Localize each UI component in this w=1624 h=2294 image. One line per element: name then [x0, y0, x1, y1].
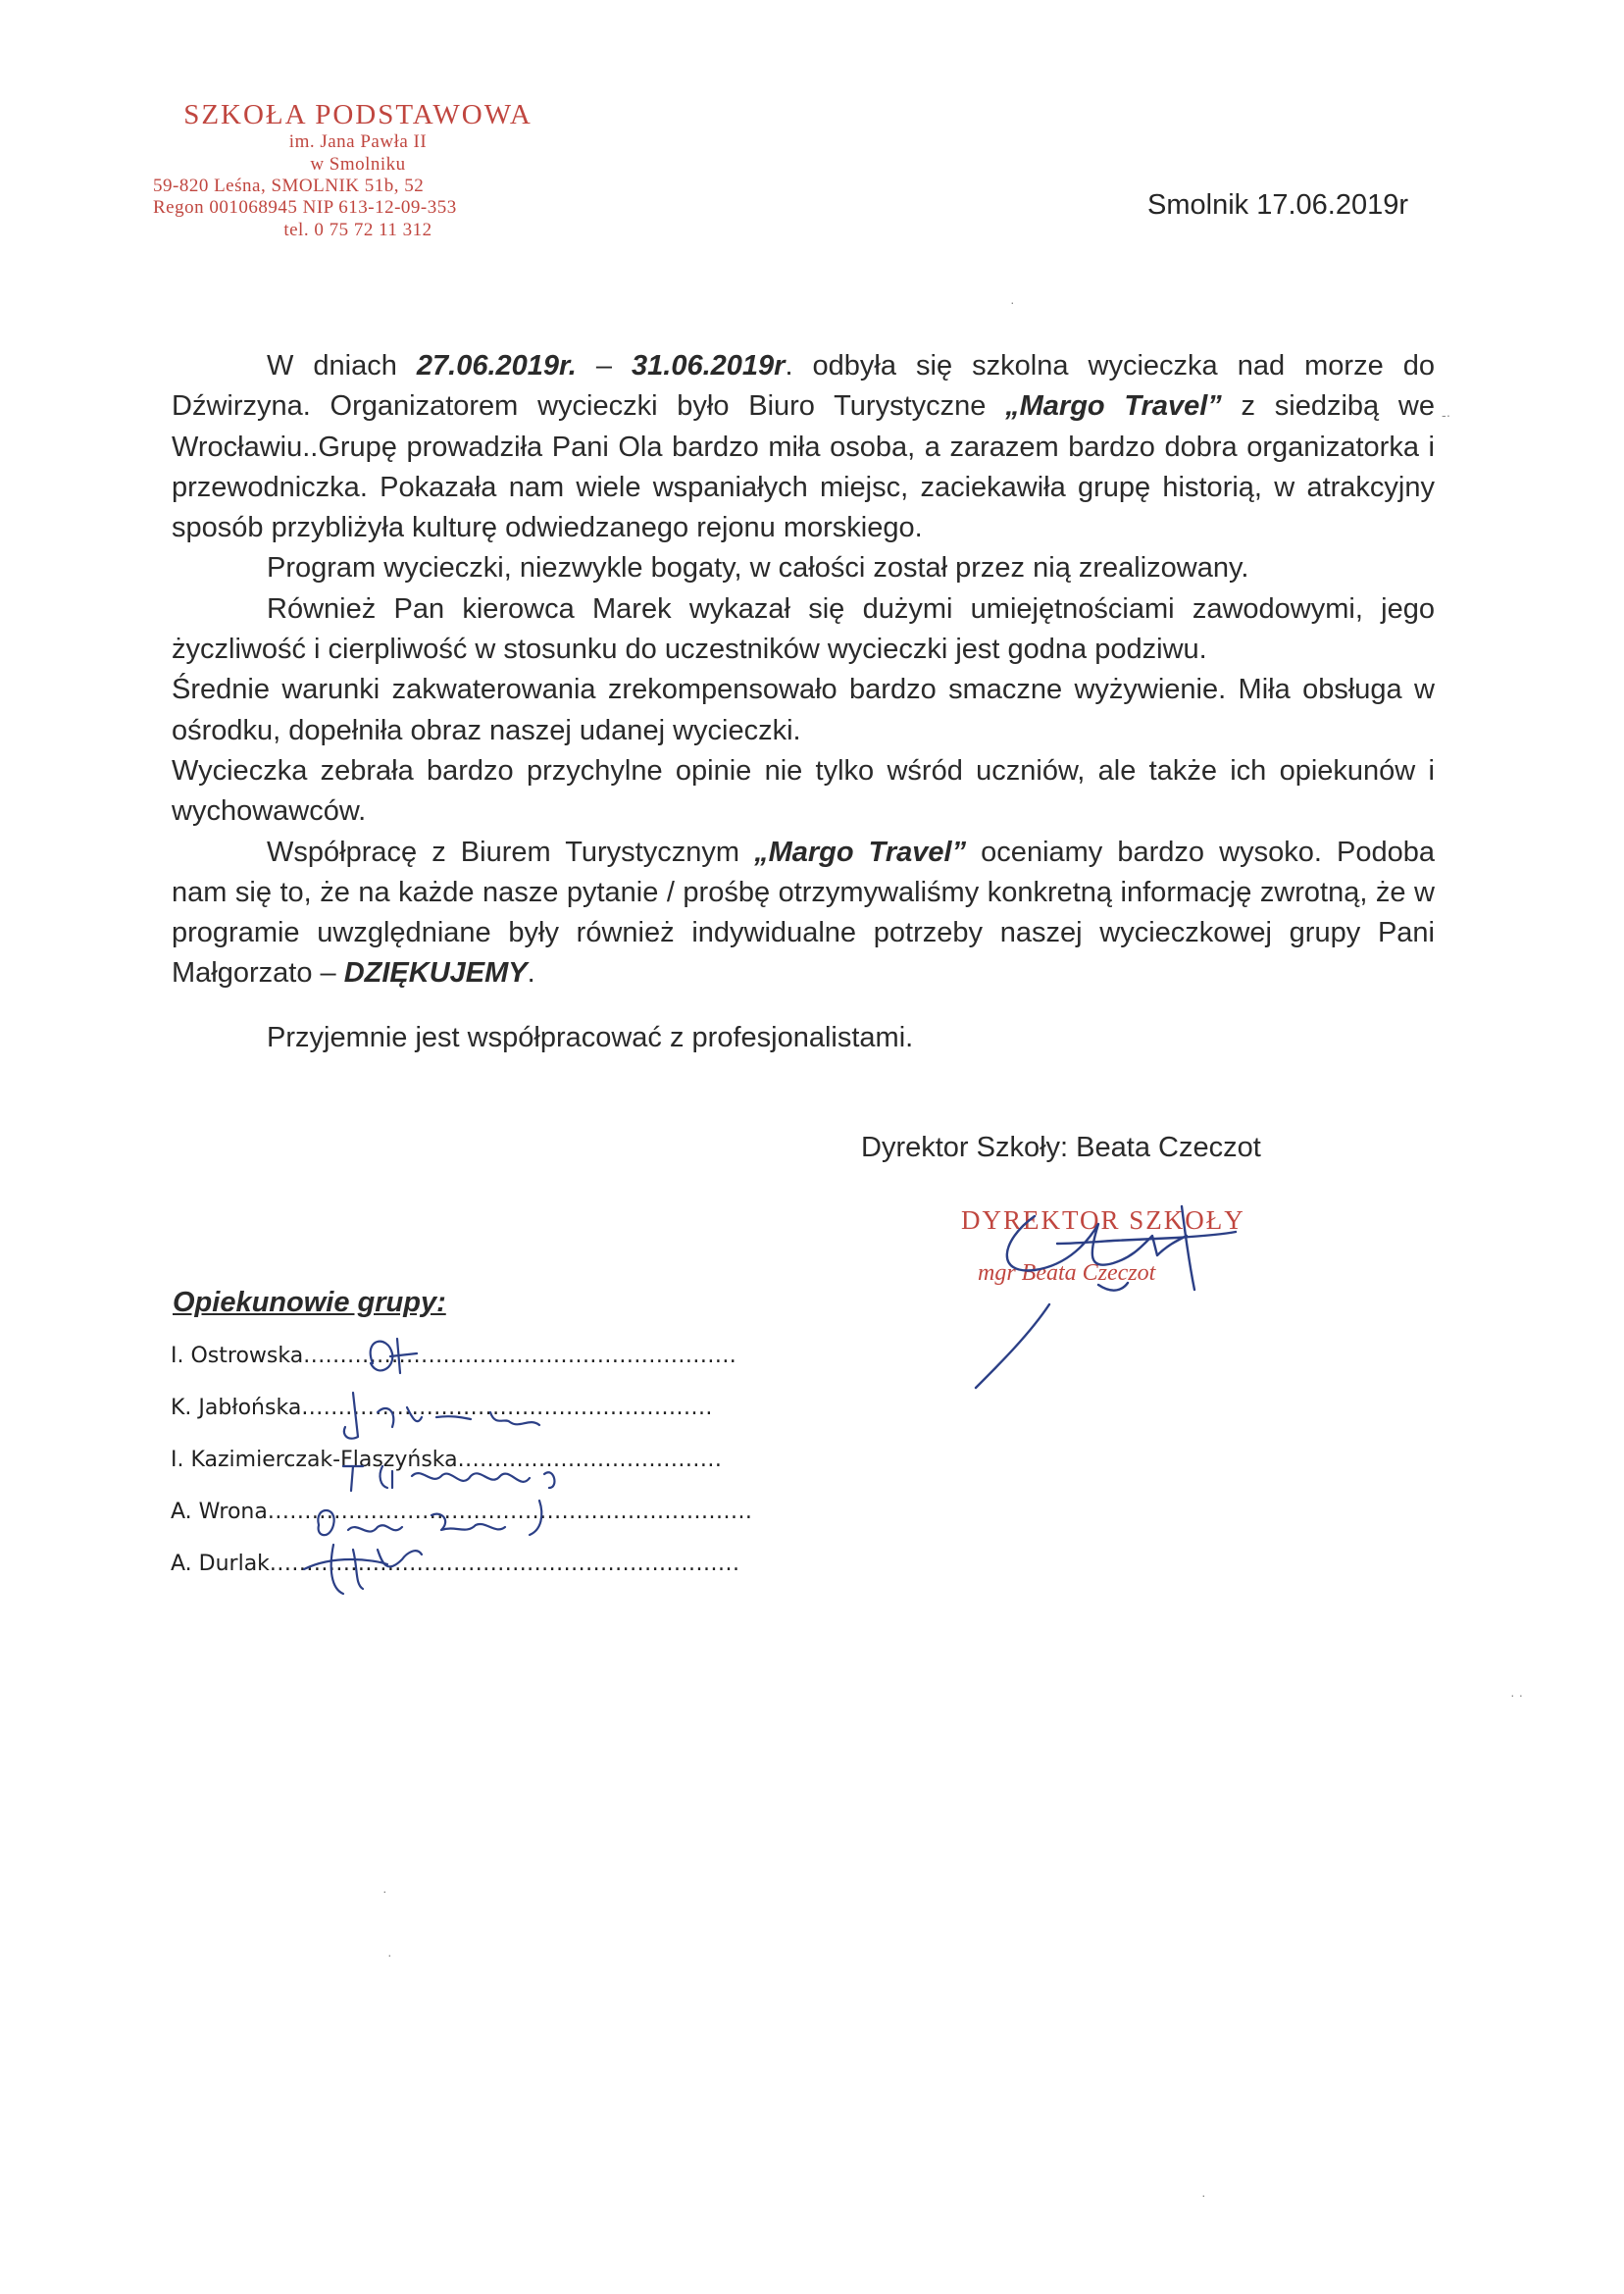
thanks-text: DZIĘKUJEMY: [343, 957, 528, 990]
paragraph-5: Wycieczka zebrała bardzo przychylne opinie nie tylko wśród uczniów, ale także ich opiekunów i wychowawców.: [172, 754, 1435, 828]
agency-name: „Margo Travel”: [754, 836, 967, 868]
scan-speck: ·: [1010, 294, 1015, 310]
school-stamp: [147, 98, 569, 241]
scan-speck: ·: [1201, 2187, 1206, 2203]
paragraph-3: Również Pan kierowca Marek wykazał się dużymi umiejętnościami zawodowymi, jego życzliwość i cierpliwość w stosunku do uczestników wycieczki jest godna podziwu.: [172, 592, 1435, 666]
guardian-signatures: [294, 1319, 804, 1604]
stamp-address: 59-820 Leśna, SMOLNIK 51b, 52: [153, 176, 425, 197]
trip-start-date: 27.06.2019r.: [416, 350, 577, 382]
director-label: Dyrektor Szkoły: Beata Czeczot: [861, 1132, 1261, 1163]
scan-speck: · ·: [1510, 1687, 1524, 1703]
list-item: A. Durlak................................................................: [171, 1552, 740, 1576]
letter-date: Smolnik 17.06.2019r: [1147, 189, 1408, 221]
paragraph-7: Przyjemnie jest współpracować z profesjonalistami.: [267, 1021, 914, 1053]
scan-speck: -·: [1442, 407, 1451, 423]
director-stamp-name: mgr Beata Czeczot: [978, 1260, 1156, 1286]
letter-body: [172, 346, 1435, 1058]
list-item: I. Ostrowska...........................................................: [171, 1344, 737, 1368]
director-stamp-title: DYREKTOR SZKOŁY: [961, 1205, 1245, 1235]
paragraph-2: Program wycieczki, niezwykle bogaty, w całości został przez nią zrealizowany.: [267, 552, 1249, 585]
scan-speck: ·: [387, 1947, 392, 1963]
paragraph-6: Współpracę z Biurem Turystycznym „Margo Travel” oceniamy bardzo wysoko. Podoba nam się to, że na każde nasze pytanie / prośbę otrzymywaliśmy konkretną informację zwrotną, że w programie uwzględniane były również indywidualne potrzeby naszej wycieczkowej grupy Pani Małgorzato – DZIĘKUJEMY.: [172, 836, 1435, 990]
director-signature: [941, 1187, 1294, 1393]
stamp-regon-nip: Regon 001068945 NIP 613-12-09-353: [153, 197, 457, 219]
stamp-phone: tel. 0 75 72 11 312: [283, 219, 432, 240]
stamp-patron: im. Jana Pawła II: [288, 131, 428, 153]
trip-end-date: 31.06.2019r: [632, 350, 786, 382]
list-item: I. Kazimierczak-Flaszyńska....................................: [171, 1448, 723, 1472]
list-item: K. Jabłońska........................................................: [171, 1396, 713, 1420]
stamp-location: w Smolniku: [310, 153, 406, 175]
scan-speck: ·: [382, 1883, 387, 1899]
list-item: A. Wrona..................................................................: [171, 1500, 753, 1524]
paragraph-4: Średnie warunki zakwaterowania zrekompensowało bardzo smaczne wyżywienie. Miła obsługa w ośrodku, dopełniła obraz naszej udanej wycieczki.: [172, 674, 1435, 746]
stamp-school-name: SZKOŁA PODSTAWOWA: [183, 99, 533, 130]
paragraph-1: W dniach 27.06.2019r. – 31.06.2019r. odbyła się szkolna wycieczka nad morze do Dźwirzyna. Organizatorem wycieczki było Biuro Turystyczne „Margo Travel” z siedzibą we Wrocławiu..Grupę prowadziła Pani Ola bardzo miła osoba, a zarazem bardzo dobra organizatorka i przewodniczka. Pokazała nam wiele wspaniałych miejsc, zaciekawiła grupę historią, w atrakcyjny sposób przybliżyła kulturę odwiedzanego rejonu morskiego.: [172, 350, 1435, 544]
agency-name: „Margo Travel”: [1005, 390, 1222, 423]
guardians-title: Opiekunowie grupy:: [173, 1287, 446, 1318]
